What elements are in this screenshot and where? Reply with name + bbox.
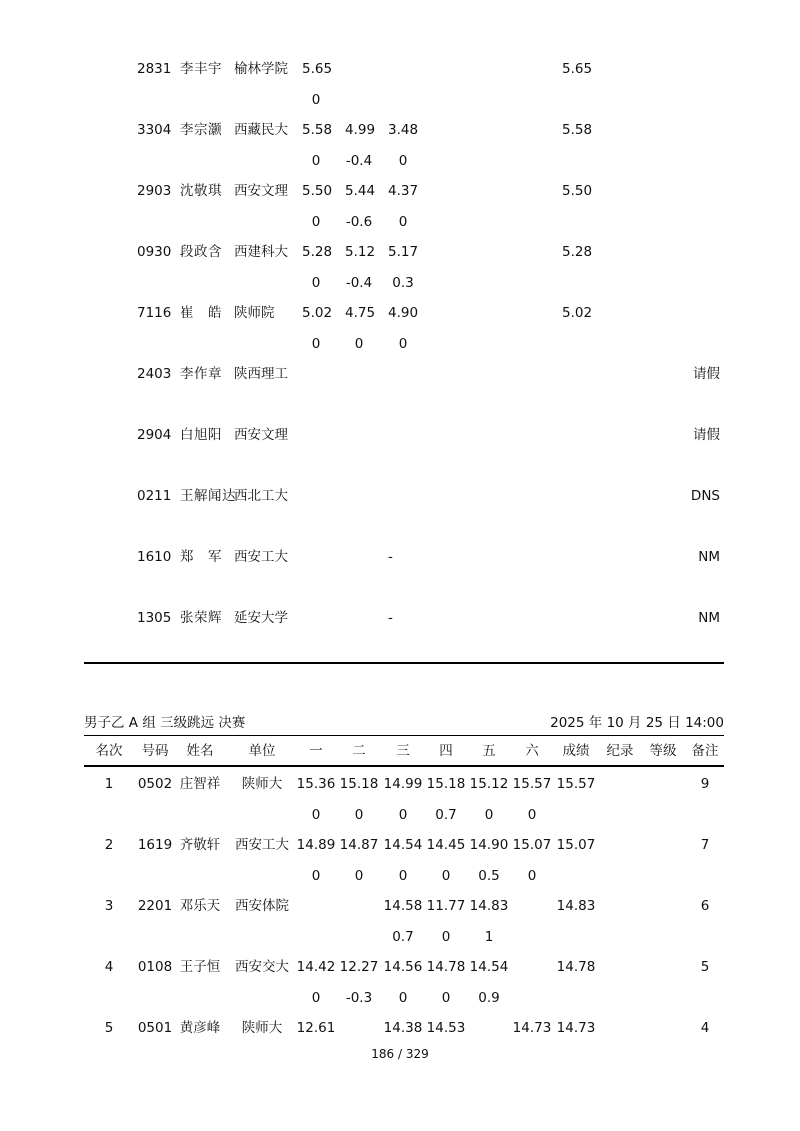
- header-rule-bottom: [84, 765, 724, 767]
- athlete-unit: 西安文理: [234, 427, 288, 443]
- attempt-4: 14.78: [426, 959, 466, 975]
- wind-w1: 0: [311, 336, 321, 352]
- attempt-1: 5.02: [302, 305, 333, 321]
- attempt-5: 15.12: [469, 776, 509, 792]
- athlete-bib: 7116: [137, 305, 172, 321]
- attempt-4: 14.53: [426, 1020, 466, 1036]
- result-row: [0, 120, 800, 140]
- result-row: [0, 303, 800, 323]
- attempt-4: 11.77: [426, 898, 466, 914]
- attempt-6: 15.57: [512, 776, 552, 792]
- wind-2: 0: [354, 807, 364, 823]
- attempt-2: 15.18: [339, 776, 379, 792]
- event-title: 男子乙 A 组 三级跳远 决赛: [84, 715, 246, 731]
- athlete-bib: 2903: [137, 183, 172, 199]
- athlete-unit: 西北工大: [234, 488, 288, 504]
- wind-2: 0: [354, 868, 364, 884]
- remark: NM: [698, 549, 720, 565]
- remark: NM: [698, 610, 720, 626]
- attempt-5: 14.54: [469, 959, 509, 975]
- best-mark: 5.65: [562, 61, 593, 77]
- result-row: [0, 242, 800, 262]
- best-mark: 15.07: [556, 837, 596, 853]
- wind-5: 0.9: [478, 990, 500, 1006]
- wind-w3: 0: [398, 153, 408, 169]
- attempt-3: 4.90: [388, 305, 419, 321]
- attempt-5: 14.90: [469, 837, 509, 853]
- athlete-bib: 2403: [137, 366, 172, 382]
- header-attempt-1: 一: [309, 743, 323, 759]
- rank: 4: [104, 959, 114, 975]
- best-mark: 15.57: [556, 776, 596, 792]
- header-bib: 号码: [141, 743, 169, 759]
- athlete-unit: 西安工大: [235, 837, 289, 853]
- wind-3: 0: [398, 807, 408, 823]
- wind-w2: 0: [354, 336, 364, 352]
- attempt-1: 5.65: [302, 61, 333, 77]
- athlete-name: 沈敬琪: [180, 183, 222, 199]
- athlete-name: 李作章: [180, 366, 222, 382]
- wind-5: 0.5: [478, 868, 500, 884]
- wind-6: 0: [527, 807, 537, 823]
- attempt-4: 15.18: [426, 776, 466, 792]
- best-mark: 14.73: [556, 1020, 596, 1036]
- wind-w2: -0.6: [345, 214, 373, 230]
- attempt-2: 5.44: [345, 183, 376, 199]
- athlete-unit: 榆林学院: [234, 61, 288, 77]
- athlete-unit: 陕师大: [241, 776, 283, 792]
- event-heading: [84, 713, 724, 733]
- athlete-unit: 西安交大: [235, 959, 289, 975]
- remark: 请假: [693, 366, 720, 382]
- result-row: [0, 181, 800, 201]
- wind-w1: 0: [311, 92, 321, 108]
- athlete-name: 段政含: [180, 244, 222, 260]
- result-row: [0, 608, 800, 628]
- result-row: [0, 486, 800, 506]
- attempt-6: 15.07: [512, 837, 552, 853]
- athlete-name: 郑 军: [180, 549, 222, 565]
- header-attempt-6: 六: [525, 743, 539, 759]
- athlete-unit: 陕西理工: [234, 366, 288, 382]
- attempt-2: 4.99: [345, 122, 376, 138]
- header-attempt-2: 二: [352, 743, 366, 759]
- attempt-3: 5.17: [388, 244, 419, 260]
- wind-row: [0, 334, 800, 354]
- wind-1: 0: [311, 868, 321, 884]
- wind-w1: 0: [311, 153, 321, 169]
- header-result: 成绩: [562, 743, 590, 759]
- attempt-3: 4.37: [388, 183, 419, 199]
- best-mark: 5.28: [562, 244, 593, 260]
- best-mark: 5.50: [562, 183, 593, 199]
- athlete-bib: 3304: [137, 122, 172, 138]
- athlete-bib: 0108: [137, 959, 173, 975]
- points: 7: [700, 837, 710, 853]
- attempt-3: -: [388, 610, 393, 626]
- remark: 请假: [693, 427, 720, 443]
- wind-4: 0: [441, 990, 451, 1006]
- wind-w1: 0: [311, 275, 321, 291]
- wind-w2: -0.4: [345, 153, 373, 169]
- attempt-1: 15.36: [296, 776, 336, 792]
- wind-4: 0.7: [435, 807, 457, 823]
- athlete-name: 王子恒: [179, 959, 221, 975]
- best-mark: 5.58: [562, 122, 593, 138]
- header-attempt-4: 四: [439, 743, 453, 759]
- attempt-1: 5.50: [302, 183, 333, 199]
- attempt-3: 14.38: [383, 1020, 423, 1036]
- attempt-1: 5.28: [302, 244, 333, 260]
- wind-6: 0: [527, 868, 537, 884]
- athlete-unit: 西建科大: [234, 244, 288, 260]
- points: 9: [700, 776, 710, 792]
- event-datetime: 2025 年 10 月 25 日 14:00: [550, 715, 724, 731]
- header-attempt-3: 三: [396, 743, 410, 759]
- athlete-name: 李丰宇: [180, 61, 222, 77]
- rank: 5: [104, 1020, 114, 1036]
- result-row: [0, 364, 800, 384]
- athlete-bib: 0211: [137, 488, 172, 504]
- rank: 1: [104, 776, 114, 792]
- wind-row: [0, 212, 800, 232]
- athlete-name: 齐敬轩: [179, 837, 221, 853]
- attempt-3: 3.48: [388, 122, 419, 138]
- attempt-3: 14.58: [383, 898, 423, 914]
- wind-5: 1: [484, 929, 494, 945]
- result-row: [0, 425, 800, 445]
- attempt-1: 14.89: [296, 837, 336, 853]
- wind-1: 0: [311, 807, 321, 823]
- header-unit: 单位: [248, 743, 276, 759]
- attempt-3: -: [388, 549, 393, 565]
- athlete-bib: 0502: [137, 776, 173, 792]
- athlete-unit: 西安工大: [234, 549, 288, 565]
- athlete-bib: 1619: [137, 837, 173, 853]
- attempt-5: 14.83: [469, 898, 509, 914]
- athlete-unit: 陕师院: [234, 305, 275, 321]
- wind-5: 0: [484, 807, 494, 823]
- wind-row: [0, 151, 800, 171]
- wind-4: 0: [441, 929, 451, 945]
- wind-row: [0, 90, 800, 110]
- attempt-3: 14.56: [383, 959, 423, 975]
- rank: 2: [104, 837, 114, 853]
- attempt-2: 4.75: [345, 305, 376, 321]
- athlete-unit: 西安体院: [235, 898, 289, 914]
- athlete-bib: 1610: [137, 549, 172, 565]
- wind-w1: 0: [311, 214, 321, 230]
- best-mark: 5.02: [562, 305, 593, 321]
- points: 5: [700, 959, 710, 975]
- athlete-unit: 西藏民大: [234, 122, 288, 138]
- result-row: [0, 59, 800, 79]
- athlete-unit: 西安文理: [234, 183, 288, 199]
- wind-3: 0: [398, 990, 408, 1006]
- athlete-name: 白旭阳: [180, 427, 222, 443]
- wind-3: 0: [398, 868, 408, 884]
- wind-row: [0, 273, 800, 293]
- athlete-name: 张荣辉: [180, 610, 222, 626]
- best-mark: 14.83: [556, 898, 596, 914]
- header-name: 姓名: [186, 743, 214, 759]
- athlete-unit: 延安大学: [234, 610, 288, 626]
- rank: 3: [104, 898, 114, 914]
- wind-4: 0: [441, 868, 451, 884]
- attempt-1: 5.58: [302, 122, 333, 138]
- athlete-name: 邓乐天: [179, 898, 221, 914]
- header-note: 备注: [691, 743, 719, 759]
- athlete-unit: 陕师大: [241, 1020, 283, 1036]
- wind-w3: 0: [398, 336, 408, 352]
- header-record: 纪录: [606, 743, 634, 759]
- attempt-1: 14.42: [296, 959, 336, 975]
- wind-2: -0.3: [345, 990, 373, 1006]
- header-rank: 名次: [95, 743, 123, 759]
- wind-w3: 0.3: [392, 275, 414, 291]
- athlete-name: 王解闻达: [180, 488, 236, 504]
- attempt-2: 5.12: [345, 244, 376, 260]
- attempt-3: 14.99: [383, 776, 423, 792]
- header-rule-top: [84, 735, 724, 736]
- wind-1: 0: [311, 990, 321, 1006]
- athlete-bib: 0930: [137, 244, 172, 260]
- wind-w2: -0.4: [345, 275, 373, 291]
- attempt-6: 14.73: [512, 1020, 552, 1036]
- points: 4: [700, 1020, 710, 1036]
- page-number: 186 / 329: [371, 1047, 429, 1061]
- header-attempt-5: 五: [482, 743, 496, 759]
- athlete-bib: 2201: [137, 898, 173, 914]
- attempt-2: 14.87: [339, 837, 379, 853]
- athlete-bib: 2904: [137, 427, 172, 443]
- wind-3: 0.7: [392, 929, 414, 945]
- attempt-2: 12.27: [339, 959, 379, 975]
- remark: DNS: [690, 488, 720, 504]
- athlete-bib: 2831: [137, 61, 172, 77]
- wind-w3: 0: [398, 214, 408, 230]
- result-row: [0, 547, 800, 567]
- athlete-name: 崔 皓: [180, 305, 222, 321]
- header-grade: 等级: [649, 743, 677, 759]
- athlete-bib: 1305: [137, 610, 172, 626]
- best-mark: 14.78: [556, 959, 596, 975]
- attempt-4: 14.45: [426, 837, 466, 853]
- athlete-bib: 0501: [137, 1020, 173, 1036]
- section-divider: [84, 662, 724, 664]
- athlete-name: 庄智祥: [179, 776, 221, 792]
- attempt-1: 12.61: [296, 1020, 336, 1036]
- athlete-name: 李宗灏: [180, 122, 222, 138]
- points: 6: [700, 898, 710, 914]
- athlete-name: 黄彦峰: [179, 1020, 221, 1036]
- attempt-3: 14.54: [383, 837, 423, 853]
